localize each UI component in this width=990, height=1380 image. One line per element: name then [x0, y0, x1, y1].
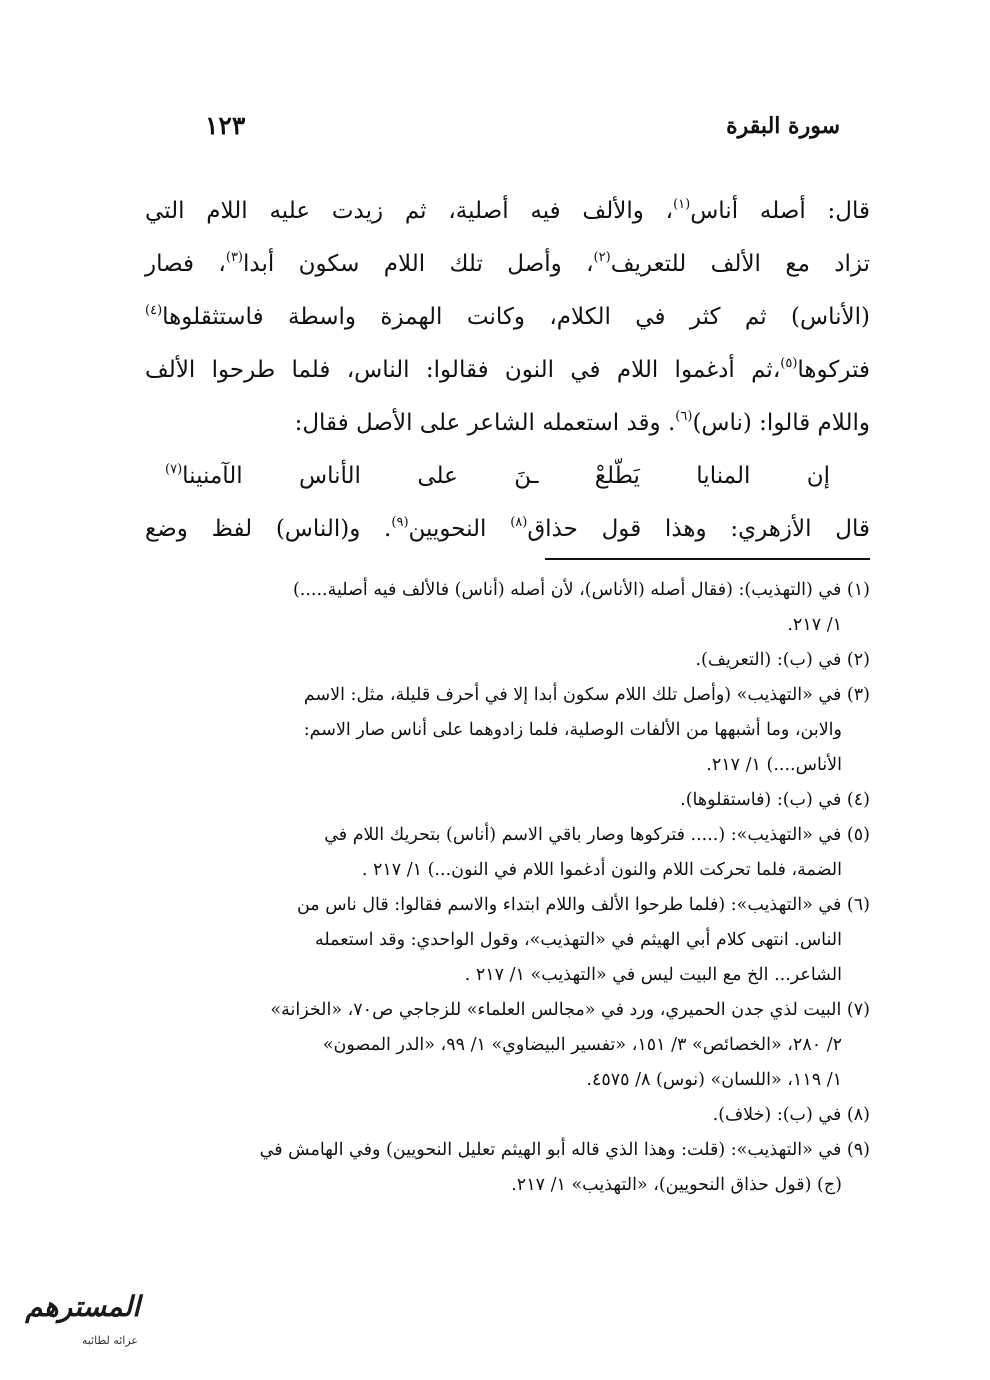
footnote-marker: (٣) — [225, 250, 243, 265]
text-line-5 — [145, 397, 870, 450]
footnote-4 — [150, 783, 870, 818]
text-segment: (الأناس) ثم كثر في الكلام، وكانت الهمزة واسطة فاستثقلوها — [162, 304, 870, 330]
footnote-line: ١/ ٢١٧. — [787, 615, 842, 635]
footnote-line: ١/ ١١٩، «اللسان» (نوس) ٨/ ٤٥٧٥. — [586, 1070, 842, 1090]
footnote-line: (٢) في (ب): (التعريف). — [695, 650, 870, 670]
text-segment: فتركوها — [797, 357, 870, 383]
footnote-line: (٨) في (ب): (خلاف). — [712, 1105, 870, 1125]
footnote-line: الشاعر... الخ مع البيت ليس في «التهذيب» ١/ ٢١٧ . — [464, 965, 842, 985]
text-line-4 — [145, 344, 870, 397]
footnote-marker: (٨) — [510, 515, 528, 530]
footnote-line: الضمة، فلما تحركت اللام والنون أدغموا اللام في النون...) ١/ ٢١٧ . — [361, 860, 842, 880]
logo-tagline: عزائه لطائبه — [81, 1334, 138, 1347]
poetry-verse — [145, 450, 870, 503]
text-segment: قال الأزهري: وهذا قول حذاق — [527, 516, 871, 542]
text-segment: ، فصار — [145, 251, 226, 277]
text-segment: ،ثم أدغموا اللام في النون فقالوا: الناس، فلما طرحوا الألف — [145, 357, 781, 383]
footnote-marker: (١) — [673, 197, 691, 212]
footnote-line: (٩) في «التهذيب»: (قلت: وهذا الذي قاله أبو الهيثم تعليل النحويين) وفي الهامش في — [259, 1140, 870, 1160]
text-line-1 — [145, 185, 870, 238]
text-segment: ، والألف فيه أصلية، ثم زيدت عليه اللام التي — [145, 198, 674, 224]
footnote-line: (٥) في «التهذيب»: (..... فتركوها وصار باقي الاسم (أناس) بتحريك اللام في — [324, 825, 870, 845]
footnote-6 — [150, 888, 870, 993]
text-segment: قال: أصله أناس — [690, 198, 870, 224]
sura-title: سورة البقرة — [726, 113, 840, 139]
footnote-7 — [150, 993, 870, 1098]
footnote-3 — [150, 678, 870, 783]
footnote-separator — [545, 558, 870, 560]
footnote-line: الأناس....) ١/ ٢١٧. — [706, 755, 842, 775]
footnote-line: الناس. انتهى كلام أبي الهيثم في «التهذيب»، وقول الواحدي: وقد استعمله — [314, 930, 842, 950]
footnote-1 — [150, 573, 870, 643]
text-segment: النحويين — [408, 516, 511, 542]
footnote-marker: (٦) — [675, 409, 693, 424]
footnote-8 — [150, 1098, 870, 1133]
footnote-line: والابن، وما أشبهها من الألفات الوصلية، فلما زادوهما على أناس صار الاسم: — [303, 720, 842, 740]
footnote-9 — [150, 1133, 870, 1203]
verse-text: إن المنايا يَطّلعْ ـنَ على الأناس الآمنينا — [182, 463, 830, 489]
text-line-2 — [145, 238, 870, 291]
footnote-line: (٧) البيت لذي جدن الحميري، ورد في «مجالس العلماء» للزجاجي ص٧٠، «الخزانة» — [270, 1000, 870, 1020]
footnotes — [150, 573, 870, 1203]
footnote-line: (٤) في (ب): (فاستقلوها). — [680, 790, 870, 810]
text-segment: تزاد مع الألف للتعريف — [610, 251, 870, 277]
text-segment: ، وأصل تلك اللام سكون أبدا — [243, 251, 594, 277]
page-number: ١٢٣ — [205, 111, 246, 140]
footnote-2 — [150, 643, 870, 678]
text-line-7 — [145, 503, 870, 556]
logo-word: المسترهم — [25, 1290, 140, 1323]
footnote-marker: (٧) — [165, 462, 183, 477]
footnote-marker: (٢) — [593, 250, 611, 265]
text-segment: . و(الناس) لفظ وضع — [145, 516, 392, 542]
text-segment: واللام قالوا: (ناس) — [692, 410, 870, 436]
watermark-logo — [10, 1290, 150, 1365]
footnote-line: (٦) في «التهذيب»: (فلما طرحوا الألف واللام ابتداء والاسم فقالوا: قال ناس من — [296, 895, 870, 915]
footnote-line: (١) في (التهذيب): (فقال أصله (الأناس)، لأن أصله (أناس) فالألف فيه أصلية.....) — [292, 580, 870, 600]
page-header — [150, 113, 840, 153]
footnote-line: (٣) في «التهذيب» (وأصل تلك اللام سكون أبدا إلا في أحرف قليلة، مثل: الاسم — [303, 685, 870, 705]
text-segment: . وقد استعمله الشاعر على الأصل فقال: — [294, 410, 676, 436]
footnote-line: (ج) (قول حذاق النحويين)، «التهذيب» ١/ ٢١٧. — [511, 1175, 842, 1195]
main-text — [145, 185, 870, 556]
footnote-line: ٢/ ٢٨٠، «الخصائص» ٣/ ١٥١، «تفسير البيضاوي» ١/ ٩٩، «الدر المصون» — [322, 1035, 842, 1055]
footnote-marker: (٥) — [780, 356, 798, 371]
footnote-marker: (٤) — [145, 303, 163, 318]
footnote-marker: (٩) — [391, 515, 409, 530]
text-line-3 — [145, 291, 870, 344]
footnote-5 — [150, 818, 870, 888]
